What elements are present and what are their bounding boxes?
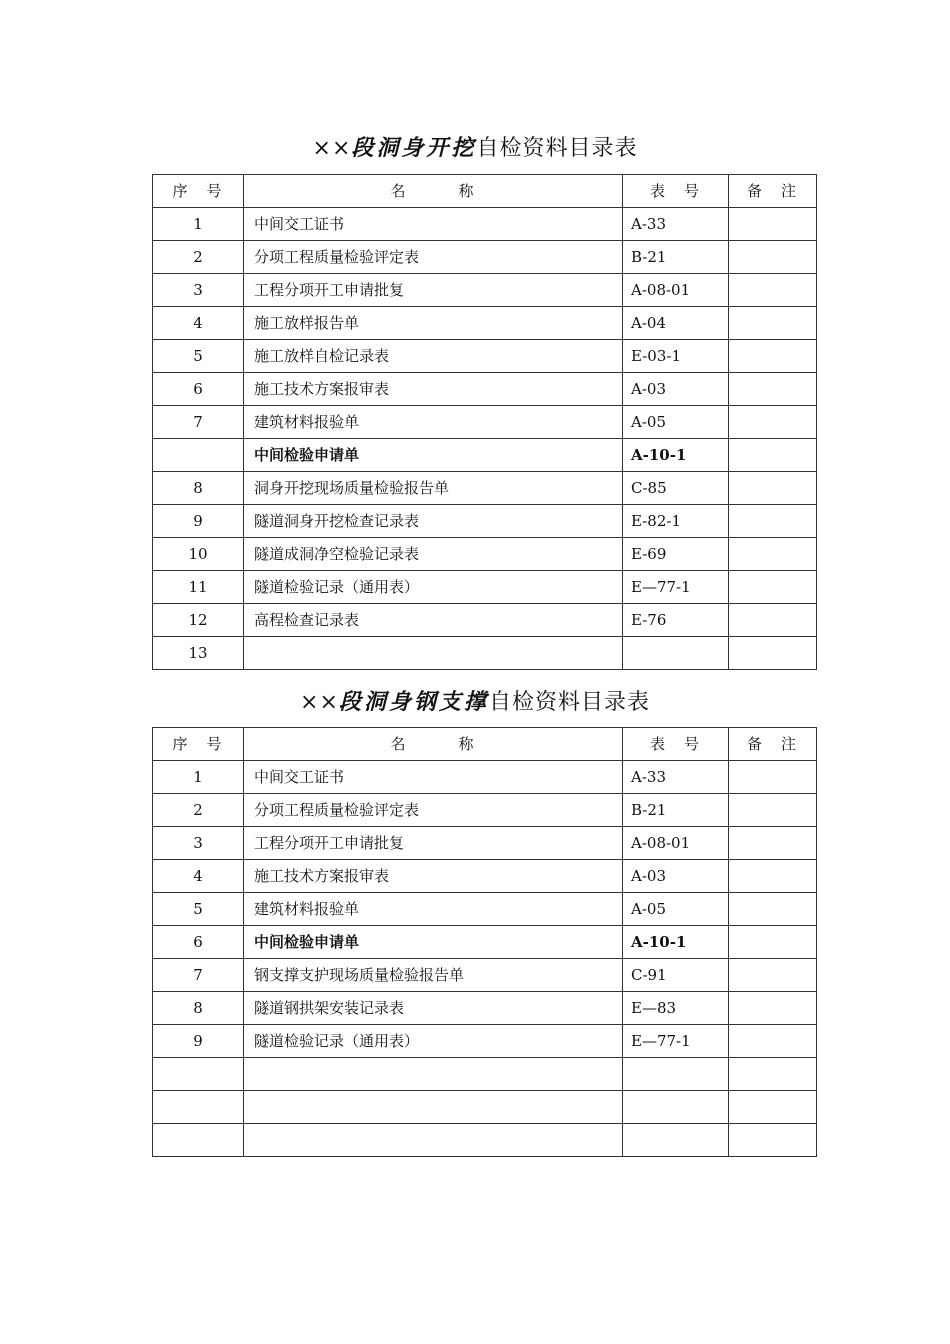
table1 [152, 174, 817, 670]
table2 [152, 727, 817, 1157]
row-code-cell: A-10-1 [623, 439, 729, 472]
row-code-cell: E-03-1 [623, 340, 729, 373]
table1-title [0, 133, 950, 164]
row-code-cell [623, 1124, 729, 1157]
row-name-cell: 工程分项开工申请批复 [244, 274, 623, 307]
table-row [153, 439, 817, 472]
row-note-cell [729, 637, 817, 670]
row-name-cell: 施工技术方案报审表 [244, 860, 623, 893]
table-row [153, 538, 817, 571]
row-code-cell: A-05 [623, 406, 729, 439]
table-row [153, 1124, 817, 1157]
row-note-cell [729, 926, 817, 959]
row-note-cell [729, 208, 817, 241]
row-number-cell: 2 [153, 241, 244, 274]
header-no: 序 号 [153, 175, 244, 208]
row-note-cell [729, 959, 817, 992]
row-number-cell: 12 [153, 604, 244, 637]
row-note-cell [729, 604, 817, 637]
row-name-cell: 中间检验申请单 [244, 439, 623, 472]
row-code-cell: E—77-1 [623, 1025, 729, 1058]
row-name-cell: 隧道检验记录（通用表） [244, 1025, 623, 1058]
table-row [153, 637, 817, 670]
row-note-cell [729, 472, 817, 505]
row-code-cell: A-05 [623, 893, 729, 926]
row-number-cell: 1 [153, 761, 244, 794]
row-code-cell: A-03 [623, 373, 729, 406]
row-number-cell [153, 1124, 244, 1157]
row-name-cell: 隧道检验记录（通用表） [244, 571, 623, 604]
row-name-cell: 隧道洞身开挖检查记录表 [244, 505, 623, 538]
row-name-cell: 高程检查记录表 [244, 604, 623, 637]
table-row [153, 761, 817, 794]
row-number-cell: 8 [153, 472, 244, 505]
row-name-cell [244, 1058, 623, 1091]
row-number-cell: 5 [153, 340, 244, 373]
table1-title-prefix: ×× [312, 136, 352, 161]
table-row [153, 472, 817, 505]
table-row [153, 340, 817, 373]
table-row [153, 926, 817, 959]
row-number-cell: 9 [153, 505, 244, 538]
row-number-cell: 8 [153, 992, 244, 1025]
table-row [153, 1058, 817, 1091]
header-note: 备 注 [729, 175, 817, 208]
row-note-cell [729, 860, 817, 893]
row-number-cell: 6 [153, 373, 244, 406]
header-name: 名 称 [244, 175, 623, 208]
table-row [153, 406, 817, 439]
row-number-cell [153, 439, 244, 472]
row-note-cell [729, 761, 817, 794]
row-name-cell: 隧道钢拱架安装记录表 [244, 992, 623, 1025]
row-note-cell [729, 439, 817, 472]
row-note-cell [729, 1124, 817, 1157]
row-note-cell [729, 241, 817, 274]
row-name-cell: 分项工程质量检验评定表 [244, 794, 623, 827]
row-number-cell: 10 [153, 538, 244, 571]
header-code: 表 号 [623, 175, 729, 208]
table-row [153, 241, 817, 274]
header-code: 表 号 [623, 728, 729, 761]
row-name-cell: 中间交工证书 [244, 761, 623, 794]
row-number-cell: 9 [153, 1025, 244, 1058]
row-code-cell: C-91 [623, 959, 729, 992]
row-code-cell: C-85 [623, 472, 729, 505]
row-name-cell: 中间检验申请单 [244, 926, 623, 959]
row-number-cell: 13 [153, 637, 244, 670]
table2-header-row [153, 728, 817, 761]
row-number-cell: 4 [153, 307, 244, 340]
row-number-cell: 5 [153, 893, 244, 926]
table-row [153, 827, 817, 860]
table-row [153, 208, 817, 241]
row-code-cell: E—77-1 [623, 571, 729, 604]
table-row [153, 604, 817, 637]
row-name-cell: 钢支撑支护现场质量检验报告单 [244, 959, 623, 992]
row-name-cell: 隧道成洞净空检验记录表 [244, 538, 623, 571]
table1-title-bold: 段洞身开挖 [351, 135, 477, 161]
row-code-cell: A-33 [623, 208, 729, 241]
table-row [153, 794, 817, 827]
header-no: 序 号 [153, 728, 244, 761]
row-note-cell [729, 1091, 817, 1124]
row-code-cell: E—83 [623, 992, 729, 1025]
table1-header-row [153, 175, 817, 208]
row-name-cell: 工程分项开工申请批复 [244, 827, 623, 860]
row-code-cell: E-82-1 [623, 505, 729, 538]
row-number-cell: 3 [153, 274, 244, 307]
row-name-cell: 施工放样自检记录表 [244, 340, 623, 373]
table2-title [0, 687, 950, 718]
row-name-cell: 洞身开挖现场质量检验报告单 [244, 472, 623, 505]
row-code-cell: E-69 [623, 538, 729, 571]
row-note-cell [729, 1058, 817, 1091]
row-code-cell [623, 1091, 729, 1124]
row-number-cell: 3 [153, 827, 244, 860]
row-note-cell [729, 794, 817, 827]
row-code-cell: B-21 [623, 241, 729, 274]
row-note-cell [729, 274, 817, 307]
row-note-cell [729, 992, 817, 1025]
row-number-cell: 11 [153, 571, 244, 604]
table-row [153, 1091, 817, 1124]
table-row [153, 860, 817, 893]
row-number-cell [153, 1091, 244, 1124]
table-row [153, 274, 817, 307]
row-note-cell [729, 406, 817, 439]
table-row [153, 992, 817, 1025]
row-name-cell: 分项工程质量检验评定表 [244, 241, 623, 274]
row-code-cell: A-04 [623, 307, 729, 340]
row-name-cell [244, 1124, 623, 1157]
table-row [153, 373, 817, 406]
row-name-cell [244, 637, 623, 670]
row-number-cell: 2 [153, 794, 244, 827]
row-number-cell: 1 [153, 208, 244, 241]
row-code-cell [623, 1058, 729, 1091]
row-note-cell [729, 893, 817, 926]
table-row [153, 959, 817, 992]
table1-title-suffix: 自检资料目录表 [476, 136, 638, 161]
table2-title-prefix: ×× [300, 690, 339, 715]
row-name-cell: 建筑材料报验单 [244, 406, 623, 439]
row-code-cell: A-33 [623, 761, 729, 794]
row-name-cell: 施工放样报告单 [244, 307, 623, 340]
table-row [153, 1025, 817, 1058]
row-code-cell: B-21 [623, 794, 729, 827]
row-name-cell: 建筑材料报验单 [244, 893, 623, 926]
row-note-cell [729, 538, 817, 571]
row-note-cell [729, 340, 817, 373]
row-note-cell [729, 505, 817, 538]
row-note-cell [729, 307, 817, 340]
table-row [153, 893, 817, 926]
row-number-cell: 7 [153, 406, 244, 439]
row-note-cell [729, 827, 817, 860]
row-number-cell: 6 [153, 926, 244, 959]
row-name-cell: 中间交工证书 [244, 208, 623, 241]
row-code-cell: A-03 [623, 860, 729, 893]
table2-title-suffix: 自检资料目录表 [488, 690, 650, 715]
table2-title-bold: 段洞身钢支撑 [338, 689, 489, 715]
header-name: 名 称 [244, 728, 623, 761]
row-number-cell [153, 1058, 244, 1091]
table-row [153, 571, 817, 604]
row-code-cell [623, 637, 729, 670]
header-note: 备 注 [729, 728, 817, 761]
row-name-cell [244, 1091, 623, 1124]
row-number-cell: 4 [153, 860, 244, 893]
table-row [153, 505, 817, 538]
row-code-cell: A-10-1 [623, 926, 729, 959]
row-code-cell: E-76 [623, 604, 729, 637]
row-name-cell: 施工技术方案报审表 [244, 373, 623, 406]
row-note-cell [729, 1025, 817, 1058]
row-note-cell [729, 373, 817, 406]
table-row [153, 307, 817, 340]
row-number-cell: 7 [153, 959, 244, 992]
row-note-cell [729, 571, 817, 604]
row-code-cell: A-08-01 [623, 274, 729, 307]
row-code-cell: A-08-01 [623, 827, 729, 860]
